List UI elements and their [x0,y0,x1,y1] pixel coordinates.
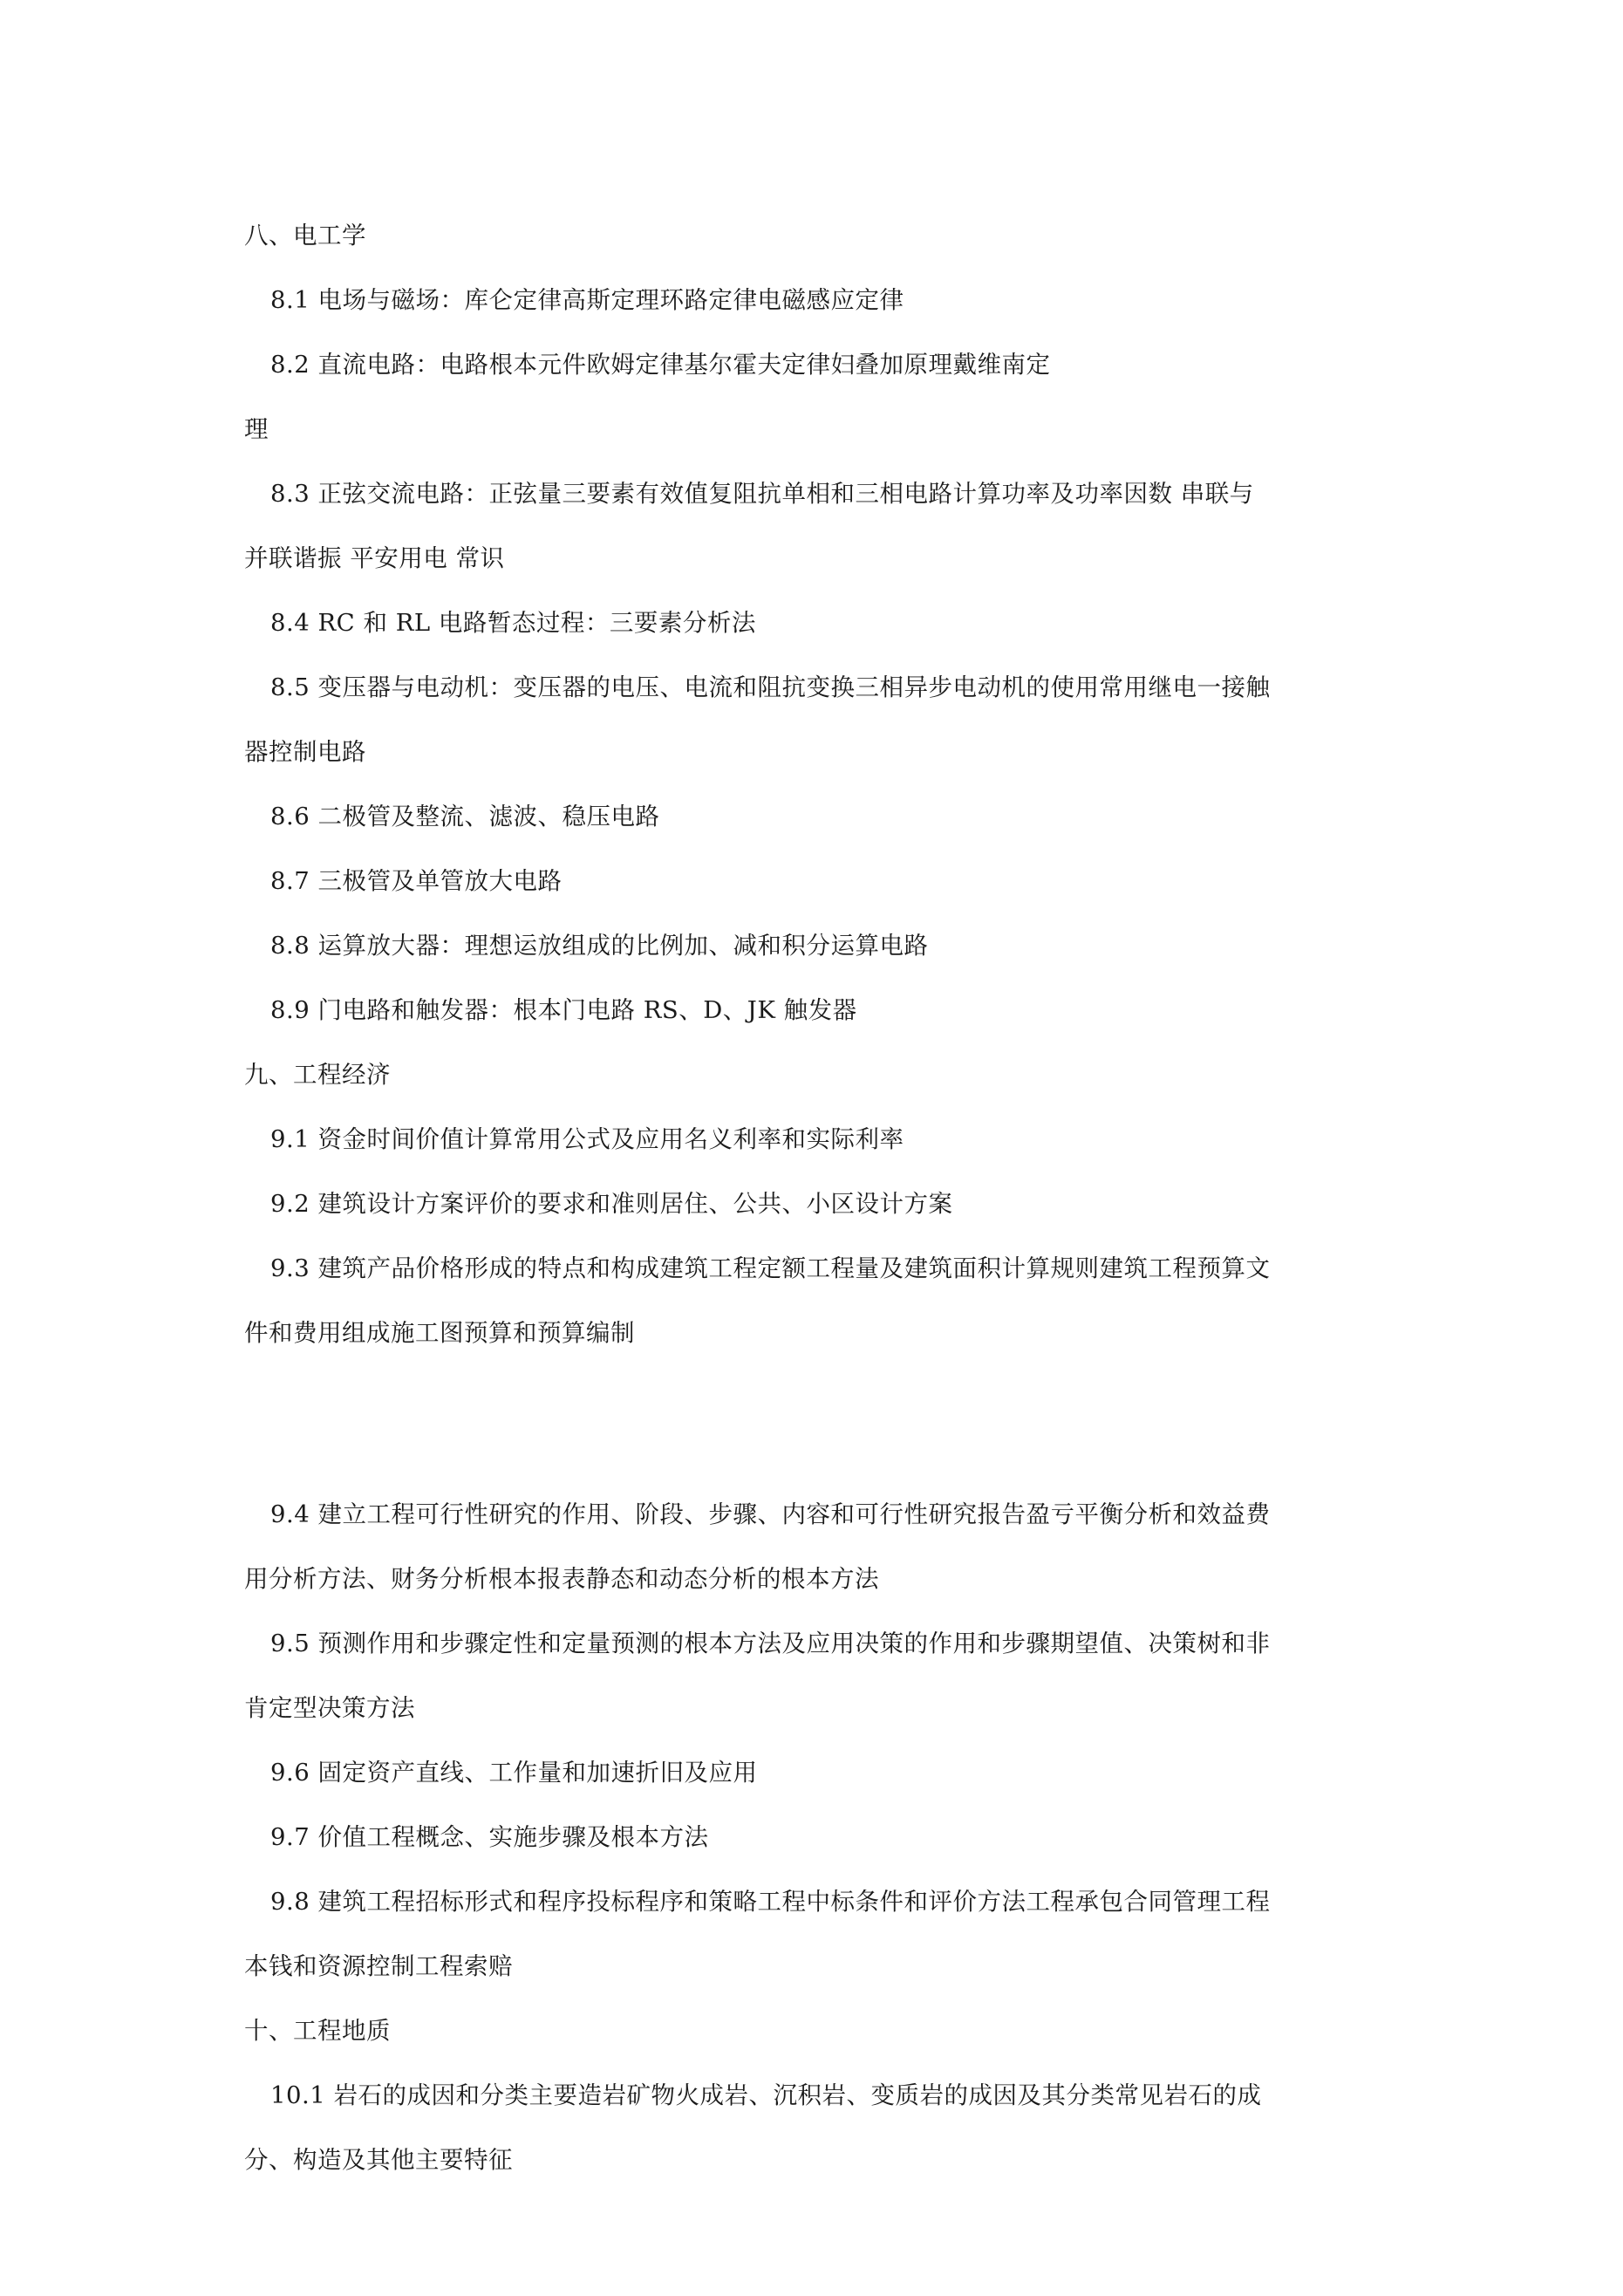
list-item-continuation: 器控制电路 [244,738,366,766]
list-item-continuation: 用分析方法、财务分析根本报表静态和动态分析的根本方法 [244,1565,879,1593]
list-item-continuation: 并联谐振 平安用电 常识 [244,544,505,572]
list-item: 9.5 预测作用和步骤定性和定量预测的根本方法及应用决策的作用和步骤期望值、决策树和非 [270,1630,1271,1657]
section-heading: 九、工程经济 [244,1061,391,1089]
list-item: 8.8 运算放大器：理想运放组成的比例加、减和积分运算电路 [270,932,929,960]
list-item-continuation: 分、构造及其他主要特征 [244,2146,513,2174]
list-item: 9.4 建立工程可行性研究的作用、阶段、步骤、内容和可行性研究报告盈亏平衡分析和效益费 [270,1500,1271,1528]
list-item: 9.8 建筑工程招标形式和程序投标程序和策略工程中标条件和评价方法工程承包合同管理工程 [270,1888,1271,1916]
blank-gap [244,1365,1395,1482]
list-item: 8.6 二极管及整流、滤波、稳压电路 [270,803,660,830]
list-item-continuation: 件和费用组成施工图预算和预算编制 [244,1319,635,1347]
document-body [244,203,1395,2192]
list-item: 9.6 固定资产直线、工作量和加速折旧及应用 [270,1759,758,1787]
section-heading: 八、电工学 [244,222,366,249]
section-heading: 十、工程地质 [244,2017,391,2045]
list-item: 9.3 建筑产品价格形成的特点和构成建筑工程定额工程量及建筑面积计算规则建筑工程预算文 [270,1254,1271,1282]
list-item-continuation: 本钱和资源控制工程索赔 [244,1952,513,1980]
list-item-continuation: 肯定型决策方法 [244,1694,415,1722]
list-item: 8.2 直流电路：电路根本元件欧姆定律基尔霍夫定律妇叠加原理戴维南定 [270,351,1051,379]
list-item: 8.4 RC 和 RL 电路暂态过程：三要素分析法 [270,609,756,637]
list-item: 8.7 三极管及单管放大电路 [270,867,563,895]
list-item: 8.5 变压器与电动机：变压器的电压、电流和阻抗变换三相异步电动机的使用常用继电一接触 [270,673,1271,701]
list-item: 9.7 价值工程概念、实施步骤及根本方法 [270,1823,709,1851]
list-item: 9.1 资金时间价值计算常用公式及应用名义利率和实际利率 [270,1125,904,1153]
list-item: 8.9 门电路和触发器：根本门电路 RS、D、JK 触发器 [270,996,857,1024]
list-item: 8.3 正弦交流电路：正弦量三要素有效值复阻抗单相和三相电路计算功率及功率因数 串联与 [270,480,1254,508]
list-item-continuation: 理 [244,415,269,443]
list-item: 9.2 建筑设计方案评价的要求和准则居住、公共、小区设计方案 [270,1190,953,1218]
list-item: 10.1 岩石的成因和分类主要造岩矿物火成岩、沉积岩、变质岩的成因及其分类常见岩石的成 [270,2081,1262,2109]
list-item: 8.1 电场与磁场：库仑定律高斯定理环路定律电磁感应定律 [270,286,904,314]
